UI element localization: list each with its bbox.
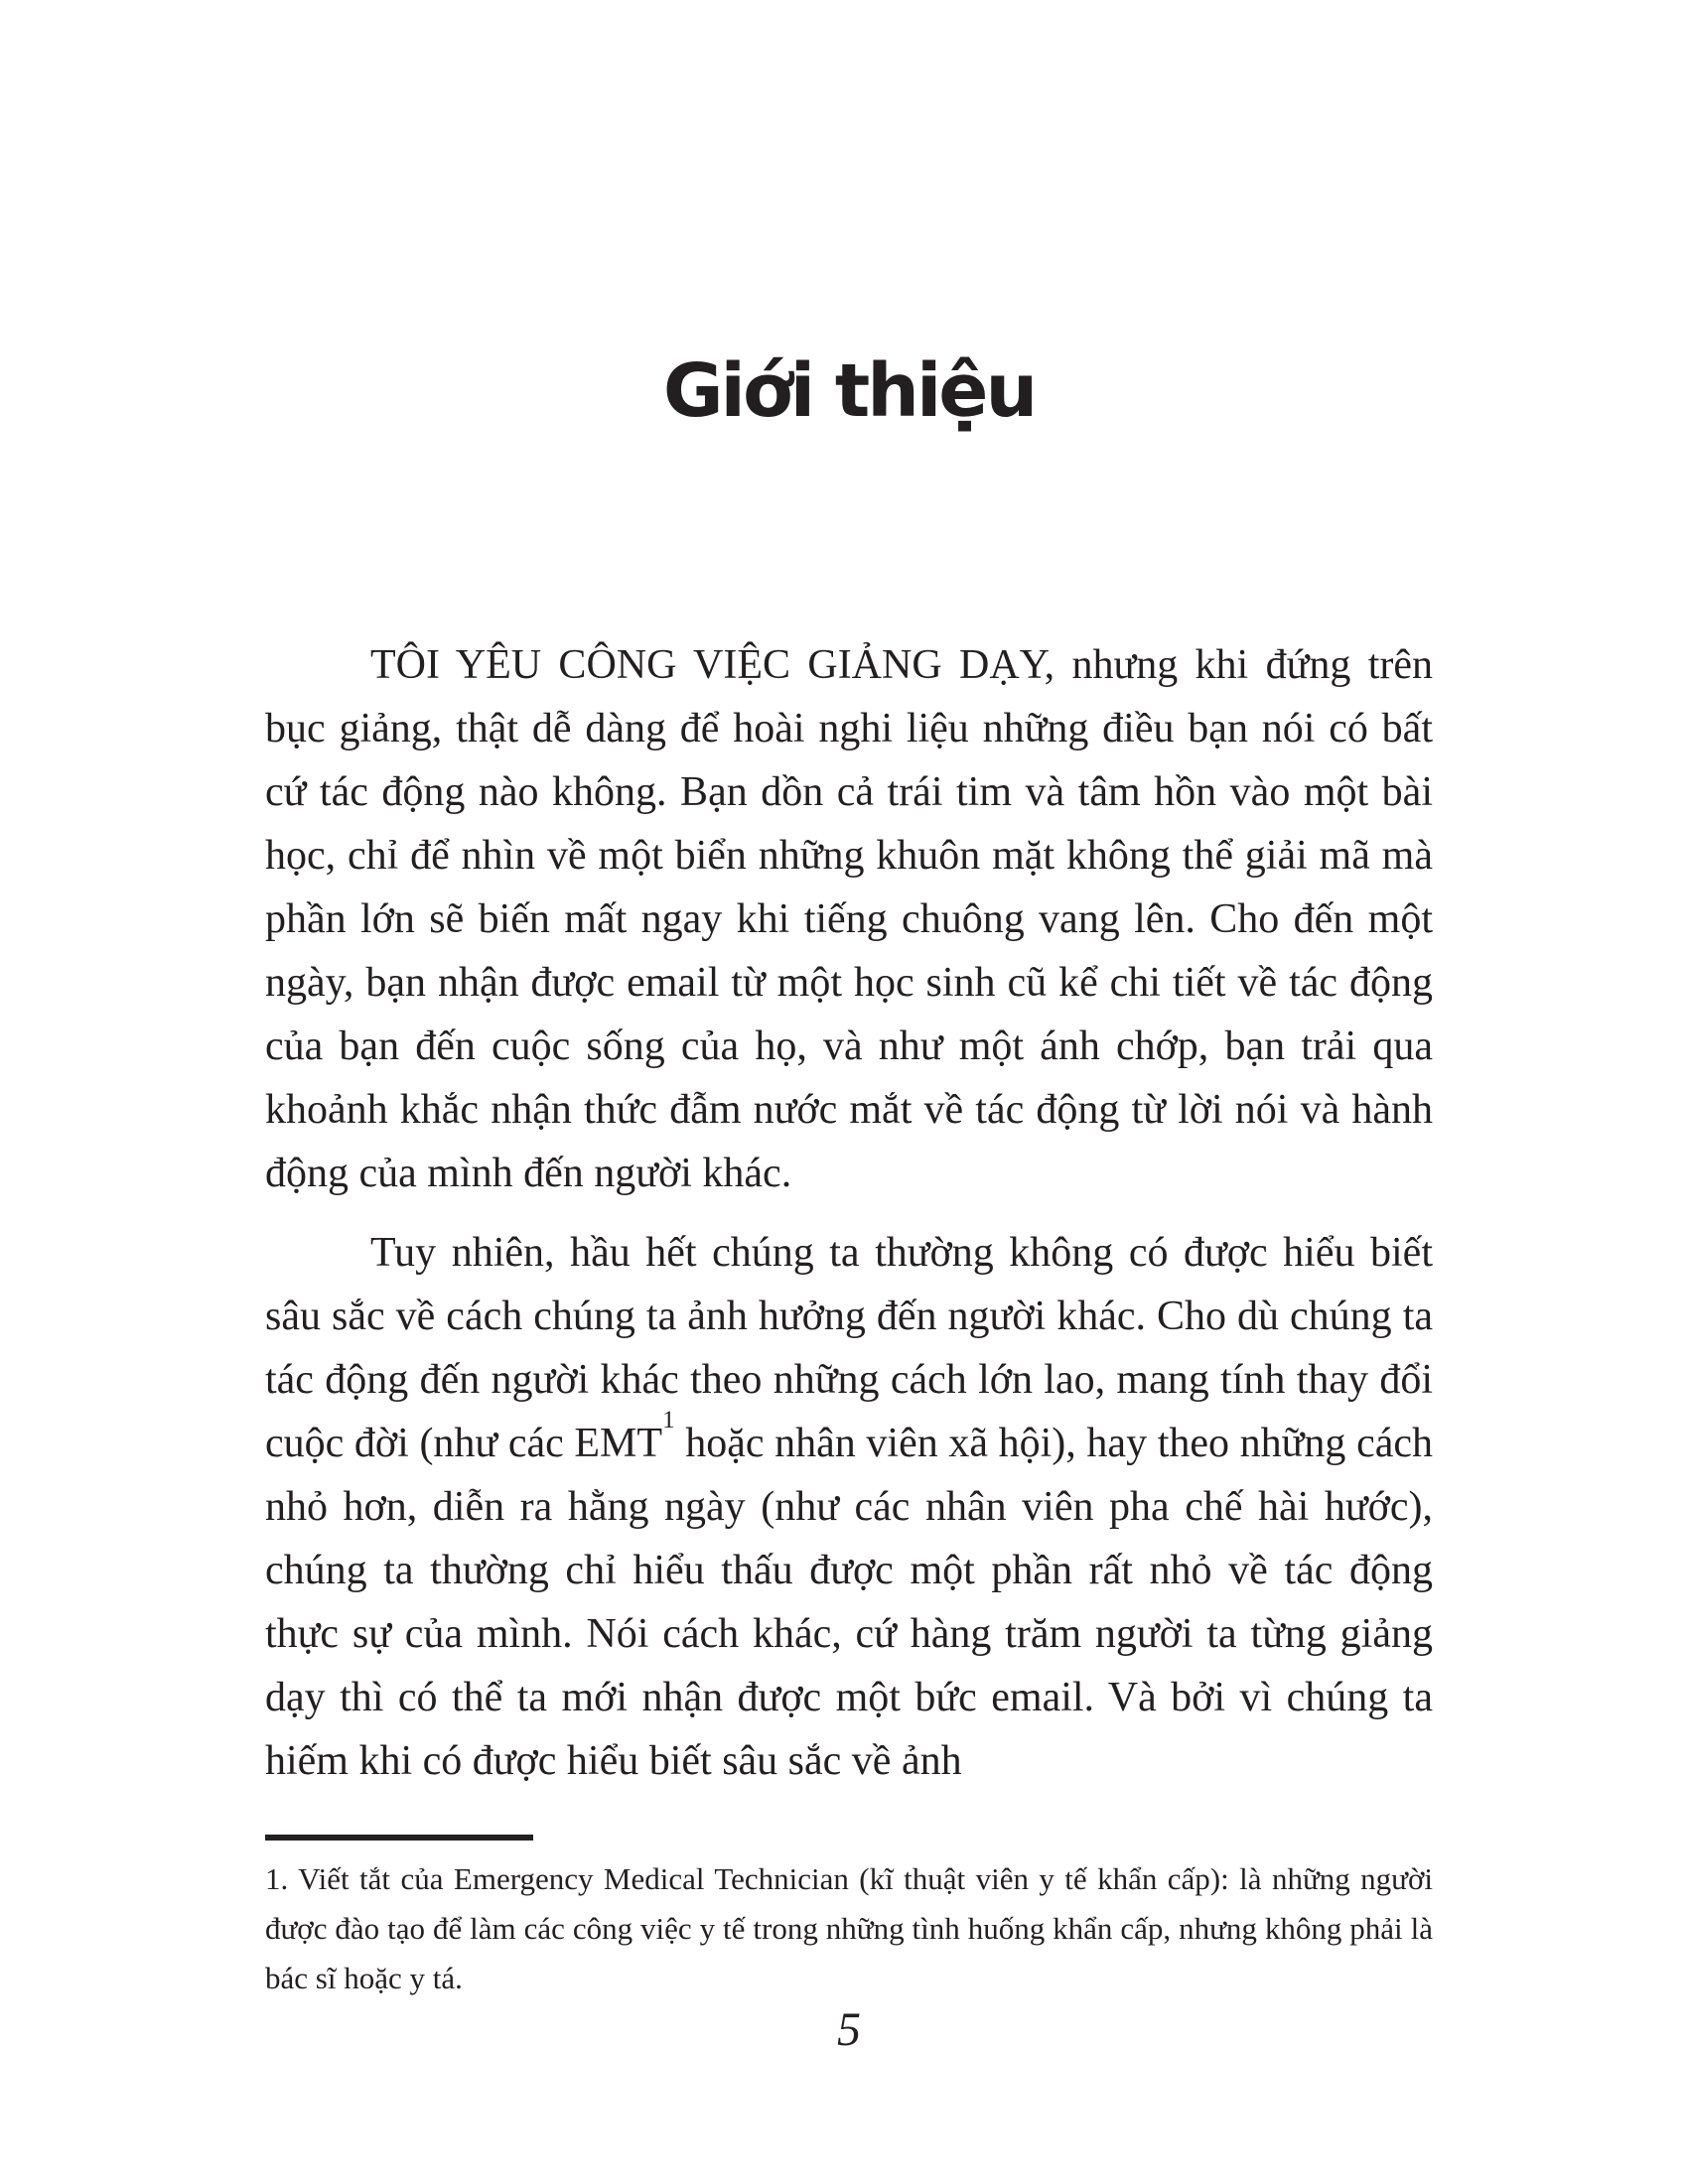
paragraph-1-text: TÔI YÊU CÔNG VIỆC GIẢNG DẠY, nhưng khi đứng trên bục giảng, thật dễ dàng để hoài nghi liệu những điều bạn nói có bất cứ tác động nào không. Bạn dồn cả trái tim và tâm hồn vào một bài học, chỉ để nhìn về một biển những khuôn mặt không thể giải mã mà phần lớn sẽ biến mất ngay khi tiếng chuông vang lên. Cho đến một ngày, bạn nhận được email từ một học sinh cũ kể chi tiết về tác động của bạn đến cuộc sống của họ, và như một ánh chớp, bạn trải qua khoảnh khắc nhận thức đẫm nước mắt về tác động từ lời nói và hành động của mình đến người khác. xyxy=(265,642,1433,1196)
footnote-section xyxy=(265,1835,1433,2003)
paragraph-2-text-after-footnote-ref: hoặc nhân viên xã hội), hay theo những cách nhỏ hơn, diễn ra hằng ngày (như các nhân viên pha chế hài hước), chúng ta thường chỉ hiểu thấu được một phần rất nhỏ về tác động thực sự của mình. Nói cách khác, cứ hàng trăm người ta từng giảng dạy thì có thể ta mới nhận được một bức email. Và bởi vì chúng ta hiếm khi có được hiểu biết sâu sắc về ảnh xyxy=(265,1421,1433,1784)
footnote-text: 1. Viết tắt của Emergency Medical Technician (kĩ thuật viên y tế khẩn cấp): là những người được đào tạo để làm các công việc y tế trong những tình huống khẩn cấp, nhưng không phải là bác sĩ hoặc y tá. xyxy=(265,1861,1433,1995)
paragraph-1 xyxy=(265,633,1433,1205)
footnote-reference-superscript: 1 xyxy=(662,1407,675,1433)
chapter-title: Giới thiệu xyxy=(662,348,1036,434)
body-text xyxy=(265,633,1433,1793)
paragraph-2-text-before-footnote-ref: Tuy nhiên, hầu hết chúng ta thường không có được hiểu biết sâu sắc về cách chúng ta ảnh hưởng đến người khác. Cho dù chúng ta tác động đến người khác theo những cách lớn lao, mang tính thay đổi cuộc đời (như các EMT xyxy=(265,1230,1433,1466)
paragraph-2 xyxy=(265,1221,1433,1793)
page-number: 5 xyxy=(837,2003,861,2056)
footnote-divider-rule xyxy=(265,1835,533,1841)
